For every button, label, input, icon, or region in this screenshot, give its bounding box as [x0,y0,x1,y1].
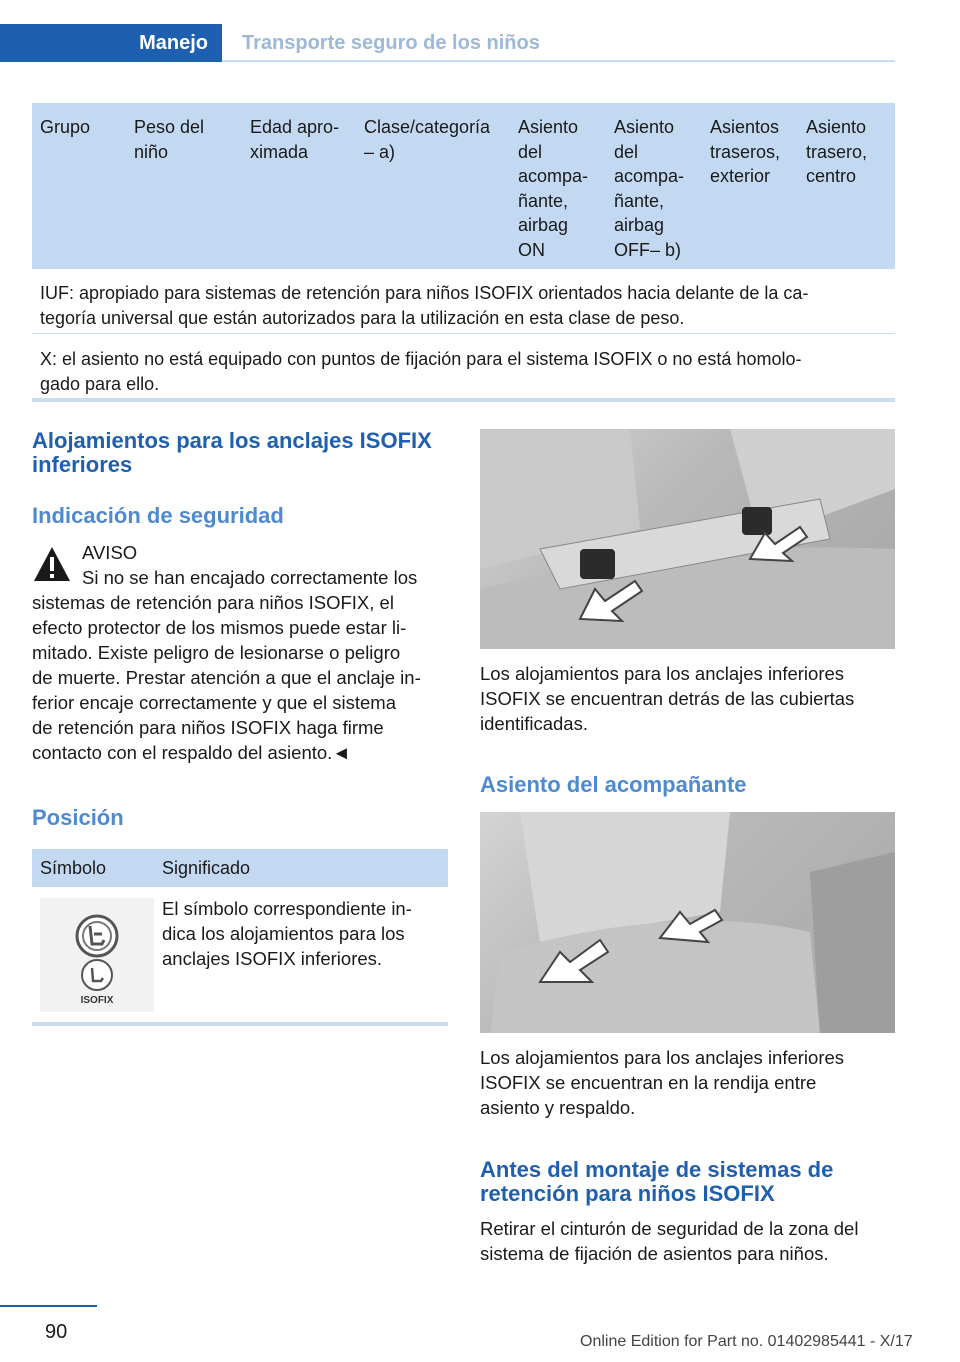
footer-rule [0,1305,97,1307]
col-peso: Peso del niño [134,117,205,162]
symbol-table-header [32,849,448,887]
note-x: X: el asiento no está equipado con puntos de fijación para el sistema ISOFIX o no está homolo- gado para ello. [40,349,802,394]
rear-seat-photo [480,429,895,649]
mount-text: Retirar el cinturón de seguridad de la zona del sistema de fijación de asientos para niños. [480,1218,859,1264]
table-end-rule [32,398,895,402]
note-iuf: IUF: apropiado para sistemas de retención para niños ISOFIX orientados hacia delante de la ca- tegoría universal que están autorizados para la utilización en esta clase de peso. [40,283,809,328]
col-clase: Clase/categoría – a) [364,117,491,162]
col-traseros-exterior: Asientos traseros, exterior [710,117,781,186]
mount-heading: Antes del montaje de sistemas de retención para niños ISOFIX [480,1157,834,1206]
tab-manejo[interactable] [0,24,222,62]
caption-passenger: Los alojamientos para los anclajes inferiores ISOFIX se encuentran en la rendija entre asiento y respaldo. [480,1047,845,1118]
symbol-meaning: El símbolo correspondiente in- dica los alojamientos para los anclajes ISOFIX inferiores. [162,898,412,969]
col-airbag-on: Asiento del acompa- ñante, airbag ON [518,117,589,260]
col-meaning: Significado [162,858,251,878]
symbol-table-end [32,1022,448,1026]
isofix-seat-icon [40,898,154,1012]
page-number: 90 [45,1321,68,1343]
passenger-seat-photo [480,812,895,1033]
position-heading: Posición [32,805,124,830]
col-edad: Edad apro- ximada [250,117,340,162]
group-table-header [32,103,895,269]
caption-rear: Los alojamientos para los anclajes inferiores ISOFIX se encuentran detrás de las cubiertas identificadas. [480,663,855,734]
section-title[interactable]: Transporte seguro de los niños [242,32,540,54]
isofix-text: ISOFIX [80,995,114,1006]
warning-text: Si no se han encajado correctamente los sistemas de retención para niños ISOFIX, el efecto protector de los mismos puede estar li- mitado. Existe peligro de lesionarse o peligro de muerte. Prestar atención a que el anclaje in- ferior encaje correctamente y que el sistema de retención para niños ISOFIX haga firme contacto con el respaldo del asiento.◄ [32,567,421,763]
col-grupo: Grupo [40,117,91,137]
warning-label: AVISO [82,542,138,563]
passenger-heading: Asiento del acompañante [480,772,747,797]
isofix-heading: Alojamientos para los anclajes ISOFIX inferiores [32,428,432,477]
col-airbag-off: Asiento del acompa- ñante, airbag OFF– b) [614,117,685,260]
edition-text: Online Edition for Part no. 01402985441 - X/17 [580,1333,913,1350]
row-divider [32,333,895,334]
isofix-symbol [40,898,154,1012]
tab-manejo-label: Manejo [139,32,208,54]
safety-heading: Indicación de seguridad [32,503,284,528]
col-symbol: Símbolo [40,858,107,878]
col-trasero-centro: Asiento trasero, centro [806,117,868,186]
